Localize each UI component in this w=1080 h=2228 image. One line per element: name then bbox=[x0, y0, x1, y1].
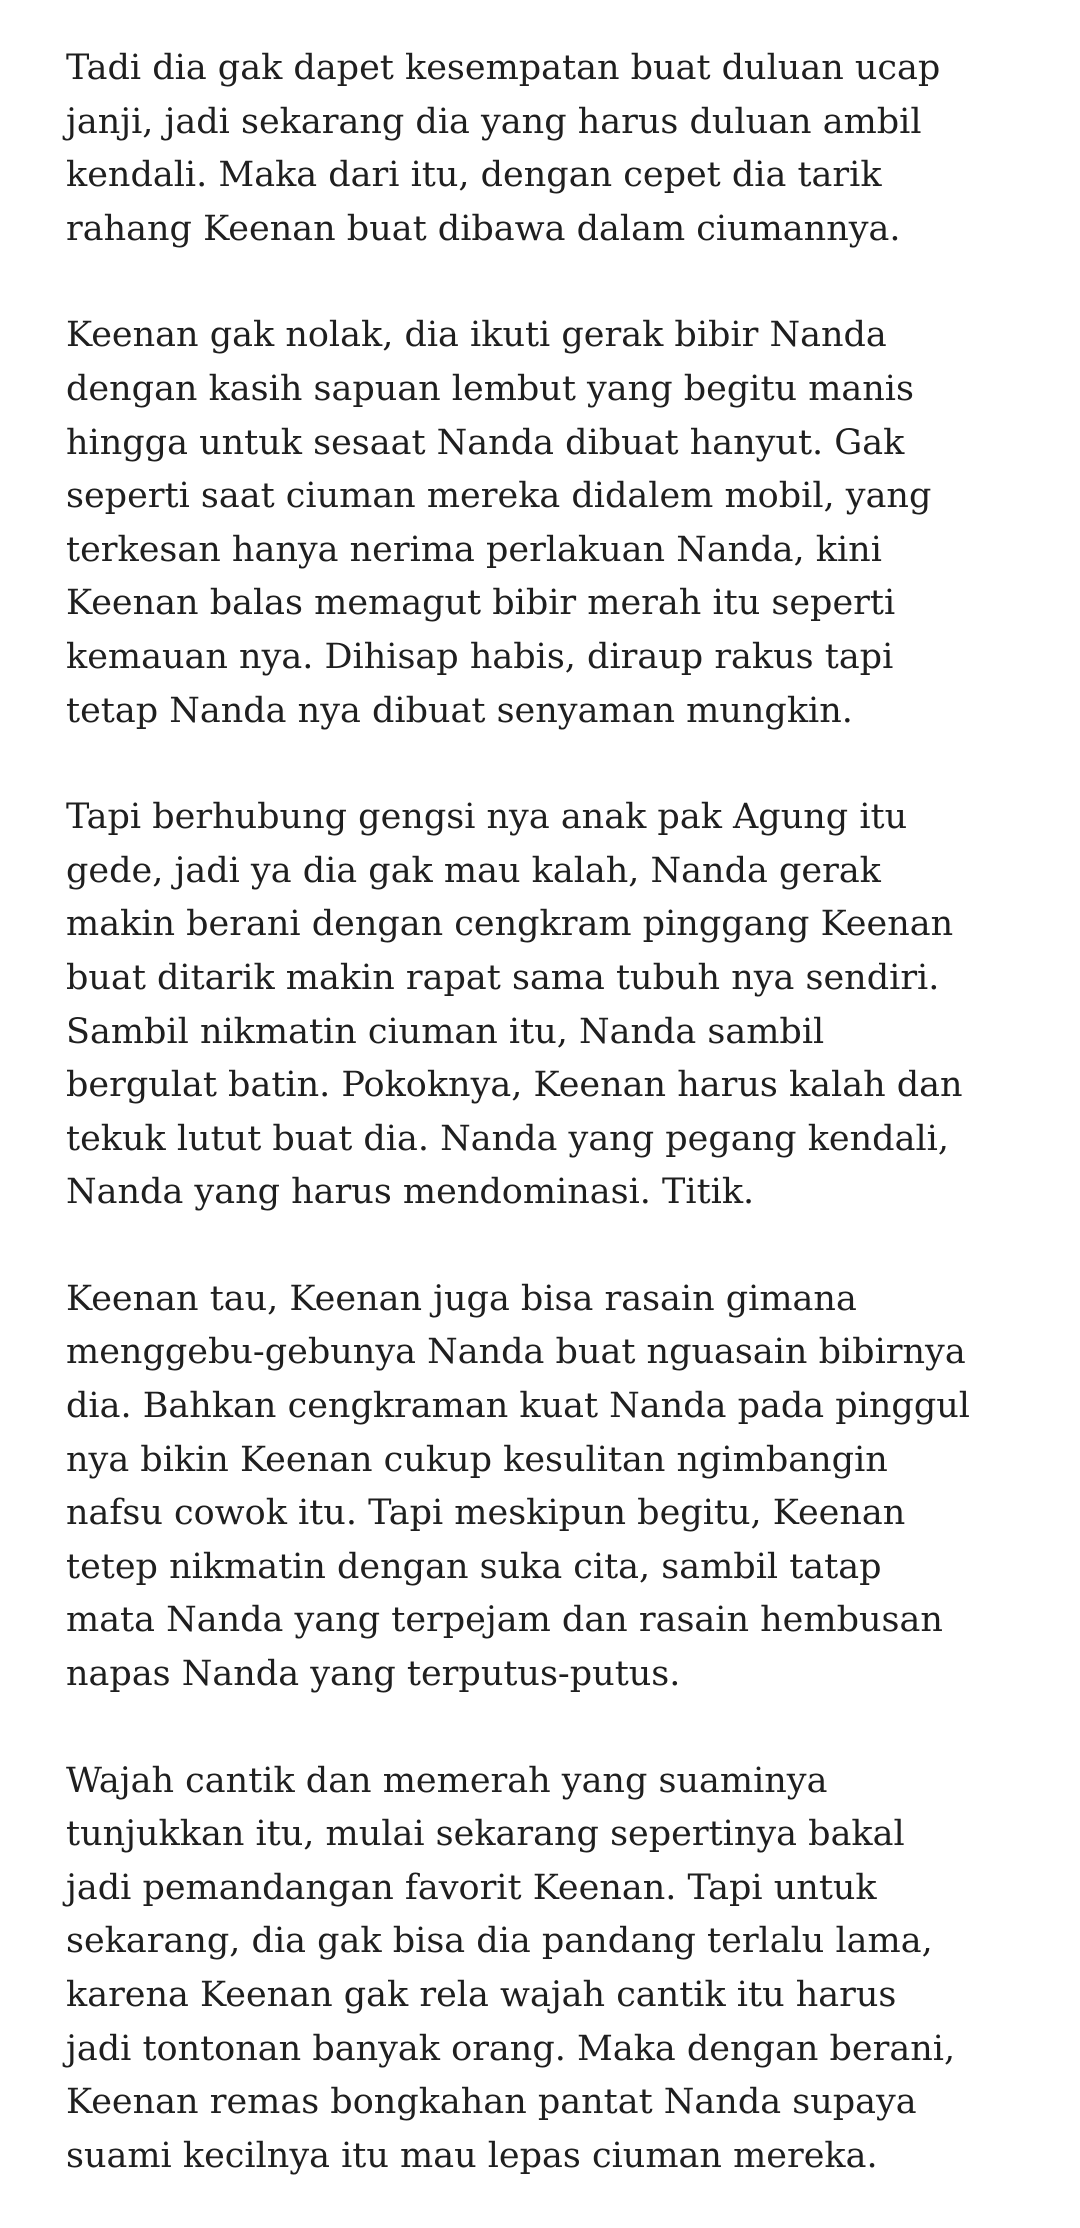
text-line: janji, jadi sekarang dia yang harus duluan ambil bbox=[66, 101, 922, 142]
text-line: hingga untuk sesaat Nanda dibuat hanyut. Gak bbox=[66, 422, 905, 463]
text-line: suami kecilnya itu mau lepas ciuman mereka. bbox=[66, 2135, 878, 2176]
text-line: nafsu cowok itu. Tapi meskipun begitu, Keenan bbox=[66, 1493, 906, 1534]
text-line: jadi tontonan banyak orang. Maka dengan berani, bbox=[66, 2028, 956, 2069]
text-line: Keenan gak nolak, dia ikuti gerak bibir Nanda bbox=[66, 315, 887, 356]
text-line: buat ditarik makin rapat sama tubuh nya sendiri. bbox=[66, 957, 940, 998]
text-line: jadi pemandangan favorit Keenan. Tapi untuk bbox=[66, 1867, 877, 1908]
text-line: Tapi berhubung gengsi nya anak pak Agung itu bbox=[66, 797, 908, 838]
text-line: tetap Nanda nya dibuat senyaman mungkin. bbox=[66, 690, 853, 731]
text-line: makin berani dengan cengkram pinggang Keenan bbox=[66, 904, 954, 945]
text-line: rahang Keenan buat dibawa dalam ciumannya. bbox=[66, 208, 901, 249]
text-line: Wajah cantik dan memerah yang suaminya bbox=[66, 1760, 828, 1801]
text-line: dengan kasih sapuan lembut yang begitu manis bbox=[66, 368, 914, 409]
text-line: dia. Bahkan cengkraman kuat Nanda pada pinggul bbox=[66, 1386, 970, 1427]
text-line: Tadi dia gak dapet kesempatan buat duluan ucap bbox=[66, 48, 941, 88]
paragraph-5 bbox=[66, 1755, 988, 2184]
text-line: tetep nikmatin dengan suka cita, sambil tatap bbox=[66, 1546, 882, 1587]
text-line: Keenan balas memagut bibir merah itu seperti bbox=[66, 583, 896, 624]
text-line: Keenan tau, Keenan juga bisa rasain gimana bbox=[66, 1278, 857, 1319]
text-line: seperti saat ciuman mereka didalem mobil, yang bbox=[66, 476, 932, 517]
text-line: menggebu-gebunya Nanda buat nguasain bibirnya bbox=[66, 1332, 966, 1373]
text-line: karena Keenan gak rela wajah cantik itu harus bbox=[66, 1975, 897, 2015]
text-line: tekuk lutut buat dia. Nanda yang pegang kendali, bbox=[66, 1118, 949, 1159]
text-line: Nanda yang harus mendominasi. Titik. bbox=[66, 1172, 755, 1213]
text-line: napas Nanda yang terputus-putus. bbox=[66, 1654, 681, 1695]
paragraph-2 bbox=[66, 309, 988, 738]
text-line: mata Nanda yang terpejam dan rasain hembusan bbox=[66, 1600, 943, 1641]
text-line: Keenan remas bongkahan pantat Nanda supaya bbox=[66, 2082, 917, 2123]
text-line: kemauan nya. Dihisap habis, diraup rakus tapi bbox=[66, 636, 894, 677]
text-line: sekarang, dia gak bisa dia pandang terlalu lama, bbox=[66, 1921, 933, 1962]
paragraph-1 bbox=[66, 42, 988, 256]
paragraph-3 bbox=[66, 791, 988, 1220]
text-line: terkesan hanya nerima perlakuan Nanda, kini bbox=[66, 529, 882, 570]
text-line: kendali. Maka dari itu, dengan cepet dia tarik bbox=[66, 155, 882, 196]
text-line: bergulat batin. Pokoknya, Keenan harus kalah dan bbox=[66, 1065, 963, 1106]
text-line: gede, jadi ya dia gak mau kalah, Nanda gerak bbox=[66, 850, 881, 891]
text-line: nya bikin Keenan cukup kesulitan ngimbangin bbox=[66, 1439, 888, 1480]
paragraph-4 bbox=[66, 1273, 988, 1702]
text-line: Sambil nikmatin ciuman itu, Nanda sambil bbox=[66, 1011, 825, 1052]
text-line: tunjukkan itu, mulai sekarang sepertinya bakal bbox=[66, 1814, 905, 1855]
